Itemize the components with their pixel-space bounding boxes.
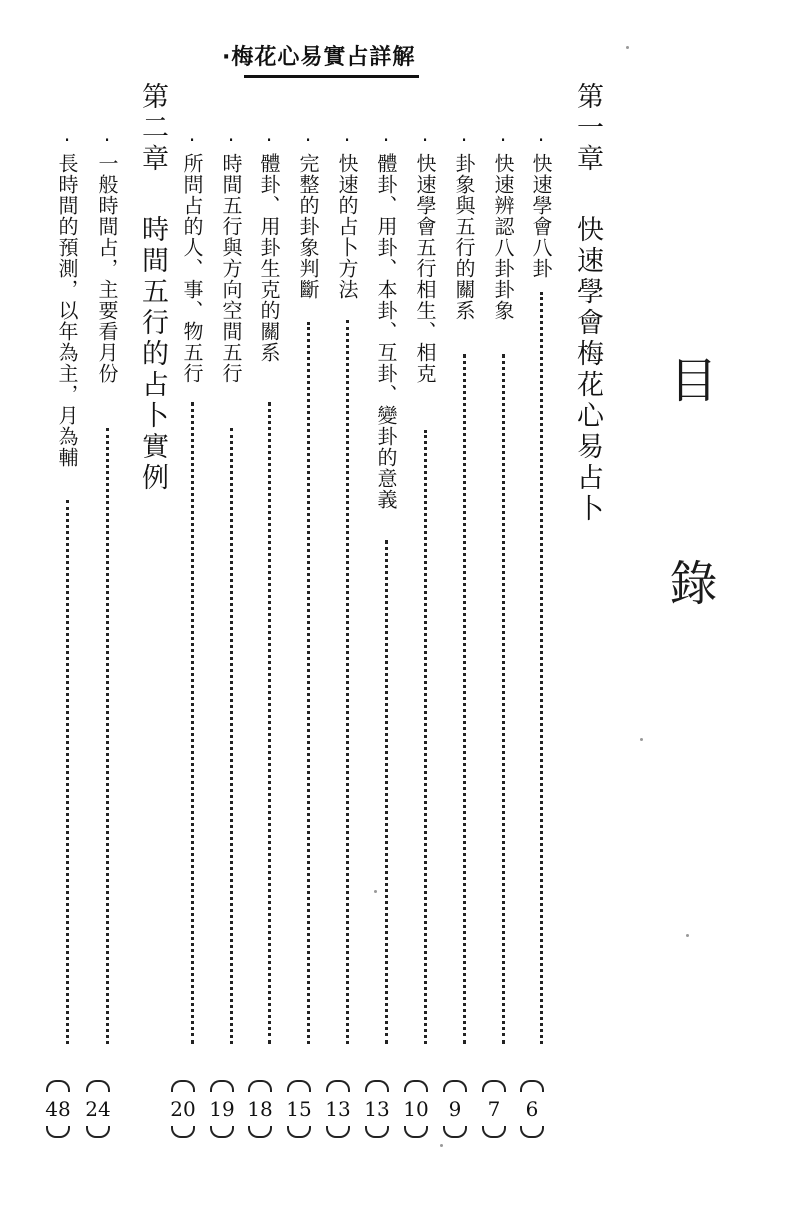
page-number-5: 13 [359, 1080, 395, 1138]
leader-dots-8 [268, 402, 271, 1044]
page-number-6: 13 [320, 1080, 356, 1138]
page-number-10: 20 [165, 1080, 201, 1138]
toc-title-char-2: 錄 [661, 558, 717, 606]
scan-speck [374, 890, 377, 893]
chapter-2-heading [137, 82, 167, 494]
toc-entry-9: ·時間五行與方向空間五行 [219, 128, 243, 384]
page-number-12: 48 [40, 1080, 76, 1138]
toc-entry-2: ·快速辨認八卦卦象 [491, 128, 515, 321]
page-number-4: 10 [398, 1080, 434, 1138]
page-number-2: 7 [476, 1080, 512, 1138]
toc-entry-11: ·一般時間占，主要看月份 [95, 128, 119, 384]
leader-dots-12 [66, 500, 69, 1044]
page-number-8: 18 [242, 1080, 278, 1138]
chapter-1-label: 第一章 [572, 82, 603, 175]
page-number-1: 6 [514, 1080, 550, 1138]
toc-entry-10: ·所問占的人、事、物五行 [180, 128, 204, 384]
toc-title-char-1: 目 [661, 355, 717, 403]
toc-entry-1: ·快速學會八卦 [529, 128, 553, 279]
page-number-11: 24 [80, 1080, 116, 1138]
scan-speck [440, 1144, 443, 1147]
chapter-1-title: 快速學會梅花心易占卜 [572, 215, 603, 525]
leader-dots-7 [307, 322, 310, 1044]
leader-dots-6 [346, 320, 349, 1044]
chapter-2-label: 第二章 [137, 82, 168, 175]
scan-speck [640, 738, 643, 741]
leader-dots-2 [502, 354, 505, 1044]
leader-dots-1 [540, 292, 543, 1044]
leader-dots-5 [385, 540, 388, 1044]
toc-entry-4: ·快速學會五行相生、相克 [413, 128, 437, 384]
leader-dots-11 [106, 428, 109, 1044]
leader-dots-4 [424, 430, 427, 1044]
scan-speck [686, 934, 689, 937]
toc-entry-7: ·完整的卦象判斷 [296, 128, 320, 300]
chapter-2-title: 時間五行的占卜實例 [137, 215, 168, 494]
scan-speck [626, 46, 629, 49]
running-head-underline [244, 75, 419, 78]
toc-entry-3: ·卦象與五行的關系 [452, 128, 476, 321]
toc-entry-12: ·長時間的預測，以年為主，月為輔 [55, 128, 79, 468]
page-number-3: 9 [437, 1080, 473, 1138]
running-head [222, 40, 415, 71]
page-number-7: 15 [281, 1080, 317, 1138]
leader-dots-10 [191, 402, 194, 1044]
running-head-text: ·梅花心易實占詳解 [222, 45, 416, 70]
page-number-9: 19 [204, 1080, 240, 1138]
leader-dots-9 [230, 428, 233, 1044]
toc-entry-8: ·體卦、用卦生克的關系 [257, 128, 281, 363]
toc-entry-6: ·快速的占卜方法 [335, 128, 359, 300]
toc-entry-5: ·體卦、用卦、本卦、互卦、變卦的意義 [374, 128, 398, 510]
leader-dots-3 [463, 354, 466, 1044]
chapter-1-heading [572, 82, 602, 525]
